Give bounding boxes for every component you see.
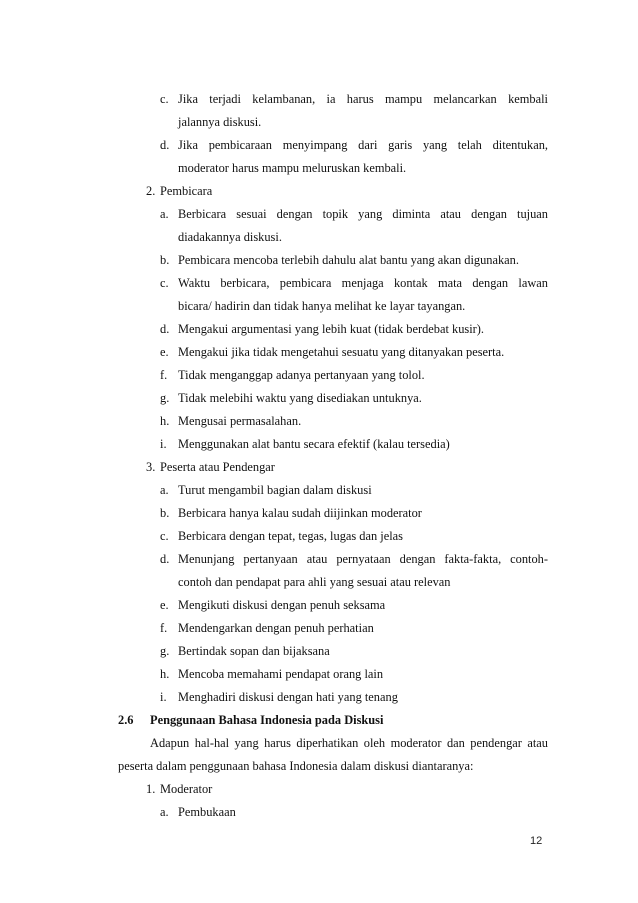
list-text: diadakannya diskusi. xyxy=(178,230,282,244)
list-text: Berbicara dengan tepat, tegas, lugas dan jelas xyxy=(178,529,404,543)
list-text: Tidak menganggap adanya pertanyaan yang tolol. xyxy=(178,368,425,382)
list-text: Jika terjadi kelambanan, ia harus mampu melancarkan kembali xyxy=(178,92,548,106)
list-text: Berbicara hanya kalau sudah diijinkan moderator xyxy=(178,506,422,520)
list-text: Mendengarkan dengan penuh perhatian xyxy=(178,621,374,635)
list-text: Mengakui argumentasi yang lebih kuat (tidak berdebat kusir). xyxy=(178,322,485,336)
list-label: i. xyxy=(160,437,167,451)
paragraph-text: peserta dalam penggunaan bahasa Indonesia dalam diskusi diantaranya: xyxy=(118,759,474,773)
list-label: c. xyxy=(160,92,169,106)
section-number: 2.6 xyxy=(118,713,134,727)
list-label: 1. xyxy=(146,782,156,796)
list-text: Tidak melebihi waktu yang disediakan untuknya. xyxy=(178,391,422,405)
list-text: Turut mengambil bagian dalam diskusi xyxy=(178,483,372,497)
section-title: Penggunaan Bahasa Indonesia pada Diskusi xyxy=(150,713,384,727)
list-text: jalannya diskusi. xyxy=(178,115,262,129)
list-label: e. xyxy=(160,345,169,359)
page-number: 12 xyxy=(530,835,543,847)
list-text: Mengikuti diskusi dengan penuh seksama xyxy=(178,598,386,612)
list-label: g. xyxy=(160,644,170,658)
list-label: f. xyxy=(160,368,168,382)
list-label: c. xyxy=(160,276,169,290)
list-label: a. xyxy=(160,483,169,497)
list-heading: Pembicara xyxy=(160,184,213,198)
list-text: Pembicara mencoba terlebih dahulu alat bantu yang akan digunakan. xyxy=(178,253,519,267)
list-text: bicara/ hadirin dan tidak hanya melihat ke layar tayangan. xyxy=(178,299,466,313)
list-label: g. xyxy=(160,391,170,405)
list-heading: Moderator xyxy=(160,782,213,796)
list-text: Pembukaan xyxy=(178,805,236,819)
list-label: d. xyxy=(160,552,170,566)
list-label: f. xyxy=(160,621,168,635)
list-text: Bertindak sopan dan bijaksana xyxy=(178,644,330,658)
list-text: Mencoba memahami pendapat orang lain xyxy=(178,667,384,681)
list-label: d. xyxy=(160,138,170,152)
list-label: 3. xyxy=(146,460,156,474)
list-label: b. xyxy=(160,253,170,267)
list-label: d. xyxy=(160,322,170,336)
list-label: b. xyxy=(160,506,170,520)
list-text: Jika pembicaraan menyimpang dari garis yang telah ditentukan, xyxy=(178,138,548,152)
list-label: i. xyxy=(160,690,167,704)
list-label: a. xyxy=(160,805,169,819)
list-text: Berbicara sesuai dengan topik yang diminta atau dengan tujuan xyxy=(178,207,548,221)
list-text: Menghadiri diskusi dengan hati yang tenang xyxy=(178,690,398,704)
list-label: c. xyxy=(160,529,169,543)
list-text: Menunjang pertanyaan atau pernyataan dengan fakta-fakta, contoh- xyxy=(178,552,548,566)
list-text: contoh dan pendapat para ahli yang sesuai atau relevan xyxy=(178,575,451,589)
list-label: a. xyxy=(160,207,169,221)
list-label: h. xyxy=(160,667,170,681)
list-label: 2. xyxy=(146,184,156,198)
list-text: moderator harus mampu meluruskan kembali. xyxy=(178,161,407,175)
list-label: h. xyxy=(160,414,170,428)
list-text: Mengakui jika tidak mengetahui sesuatu yang ditanyakan peserta. xyxy=(178,345,505,359)
list-text: Mengusai permasalahan. xyxy=(178,414,302,428)
list-heading: Peserta atau Pendengar xyxy=(160,460,275,474)
list-text: Menggunakan alat bantu secara efektif (kalau tersedia) xyxy=(178,437,450,451)
paragraph-text: Adapun hal-hal yang harus diperhatikan oleh moderator dan pendengar atau xyxy=(150,736,548,750)
list-label: e. xyxy=(160,598,169,612)
list-text: Waktu berbicara, pembicara menjaga kontak mata dengan lawan xyxy=(178,276,548,290)
